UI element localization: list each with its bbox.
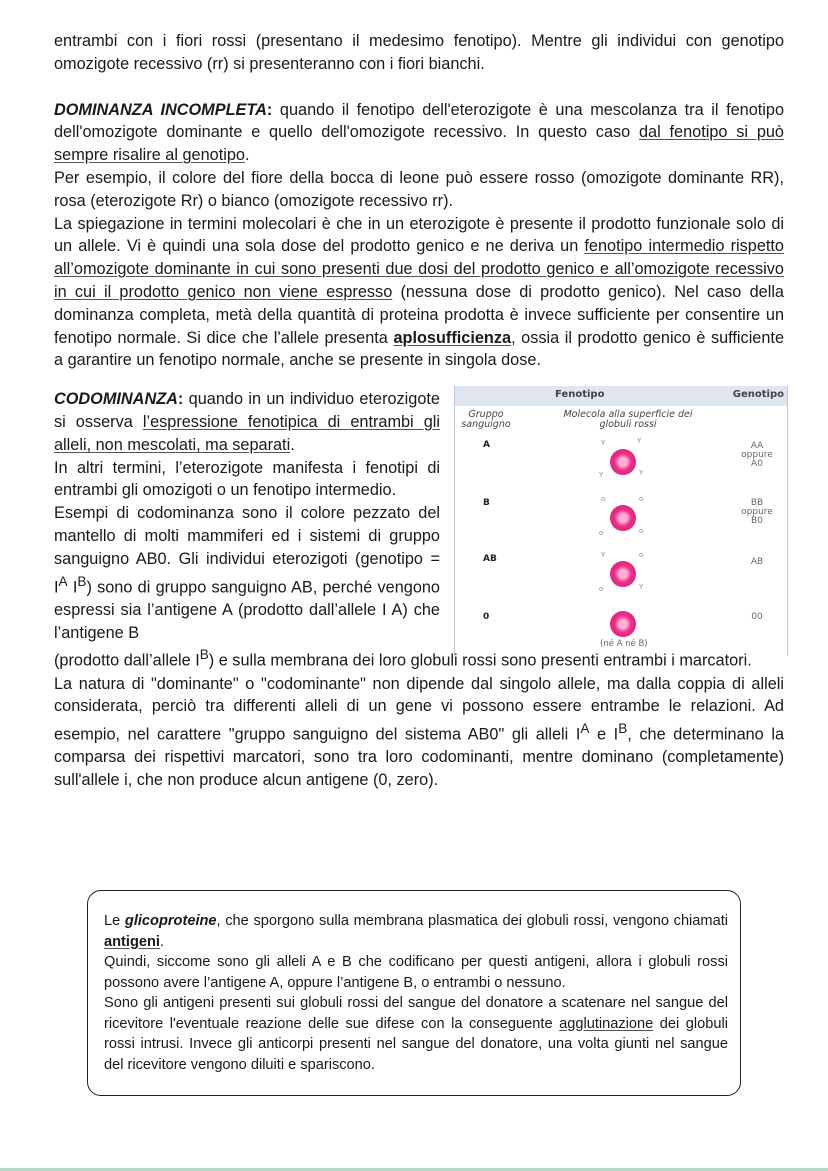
dominanza-paragraph: DOMINANZA INCOMPLETA: quando il fenotipo dell'eterozigote è una mescolanza tra il fenotipo dell'omozigote dominante e quello dell'omozigote recessivo. In questo caso dal fenotipo si può sempre risalire al genotipo. — [54, 100, 785, 165]
header-genotipo: Genotipo — [732, 389, 784, 401]
codominanza-section — [54, 388, 784, 792]
row-group-ab: AB — [483, 554, 497, 565]
header-fenotipo: Fenotipo — [555, 389, 605, 401]
intro-paragraph: entrambi con i fiori rossi (presentano il medesimo fenotipo). Mentre gli individui con genotipo omozigote recessivo (rr) si presenteranno con i fiori bianchi. — [54, 32, 784, 73]
dominanza-heading: DOMINANZA INCOMPLETA — [54, 100, 267, 119]
codominanza-paragraph: CODOMINANZA: quando in un individuo eterozigote si osserva l’espressione fenotipica di entrambi gli alleli, non mescolati, ma separati. — [54, 390, 440, 454]
box-alleli: Quindi, siccome sono gli alleli A e B che codificano per questi antigeni, allora i globuli rossi possono avere l’antigene A, oppure l’antigene B, o entrambi o nessuno. — [104, 954, 728, 991]
red-cell-b-icon: o o o o — [599, 495, 644, 538]
page-content — [54, 30, 784, 792]
dominante-codominante-paragraph: La natura di "dominante" o "codominante" non dipende dal singolo allele, ma dalla coppia di alleli considerata, perciò tra differenti alleli di un gene vi possono essere entrambe le relazioni. Ad esempio, nel carattere "gruppo sanguigno del sistema AB0" gli alleli $I^A$ e $I^B$, che determinano la comparsa dei rispettivi marcatori, sono tra loro codominanti, mentre dominano (completamente) sull'allele i, che non produce alcun antigene (0, zero). — [54, 674, 784, 790]
red-cell-0-icon — [607, 608, 639, 640]
codominanza-markers: (prodotto dall’allele $I^B$) e sulla membrana dei loro globuli rossi sono presenti entrambi i marcatori. — [54, 647, 752, 670]
row-genotype-a: AA oppure A0 — [741, 441, 773, 470]
aplosufficienza-term: aplosufficienza — [393, 328, 512, 347]
antigeni-term: antigeni — [104, 933, 160, 950]
codominanza-underlined: l’espressione fenotipica di entrambi gli alleli, non mescolati, ma separati — [54, 412, 440, 454]
subheader-gruppo: Gruppo sanguigno — [461, 409, 511, 431]
figure-note: (né A né B) — [600, 639, 648, 650]
row-group-0: 0 — [483, 612, 490, 623]
dominanza-underlined: dal fenotipo si può sempre risalire al genotipo — [54, 123, 784, 165]
dominanza-example: Per esempio, il colore del fiore della bocca di leone può essere rosso (omozigote dominante RR), rosa (eterozigote Rr) o bianco (omozigote recessivo rr). — [54, 168, 784, 210]
box-glicoproteine: Le glicoproteine, che sporgono sulla membrana plasmatica dei globuli rossi, vengono chiamati antigeni. — [104, 913, 728, 950]
row-genotype-0: 00 — [751, 612, 763, 623]
glicoproteine-term: glicoproteine — [124, 913, 217, 929]
row-group-a: A — [483, 440, 490, 451]
subheader-molecola: Molecola alla superficie dei globuli rossi — [563, 409, 693, 431]
box-donatore: Sono gli antigeni presenti sui globuli rossi del sangue del donatore a scatenare nel sangue del ricevitore l'eventuale reazione delle sue difese con la conseguente agglutinazione dei globuli rossi intrusi. Invece gli anticorpi presenti nel sangue del donatore, una volta giunti nel sangue del ricevitore vengono diluiti e spariscono. — [104, 995, 728, 1073]
codominanza-other-terms: In altri termini, l’eterozigote manifesta i fenotipi di entrambi gli omozigoti o un fenotipo intermedio. — [54, 458, 440, 500]
row-genotype-ab: AB — [750, 557, 764, 568]
red-cell-a-icon: Y Y Y Y — [599, 437, 644, 480]
row-group-b: B — [483, 498, 490, 509]
blood-group-figure — [454, 386, 788, 656]
figure-header — [455, 386, 787, 406]
dominanza-molecular: La spiegazione in termini molecolari è che in un eterozigote è presente il prodotto funzionale solo di un allele. Vi è quindi una sola dose del prodotto genico e ne deriva un fenotipo intermedio rispetto all’omozigote dominante in cui sono presenti due dosi del prodotto genico e all’omozigote recessivo in cui il prodotto genico non viene espresso (nessuna dose di prodotto genico). Nel caso della dominanza completa, metà della quantità di proteina prodotta è invece sufficiente per consentire un fenotipo normale. Si dice che l’allele presenta aplosufficienza, ossia il prodotto genico è sufficiente a garantire un fenotipo normale, anche se presente in singola dose. — [54, 214, 784, 370]
codominanza-examples: Esempi di codominanza sono il colore pezzato del mantello di molti mammiferi ed i sistemi di gruppo sanguigno AB0. Gli individui eterozigoti (genotipo = $I^A$ $I^B$) sono di gruppo sanguigno AB, perché vengono espressi sia l’antigene A (prodotto dall’allele I A) che l’antigene B — [54, 504, 440, 642]
codominanza-heading: CODOMINANZA — [54, 390, 178, 409]
row-genotype-b: BB oppure B0 — [741, 498, 773, 527]
antigeni-box — [87, 890, 741, 1096]
dominanza-intermediate-underlined: fenotipo intermedio rispetto all’omozigote dominante in cui sono presenti due dosi del prodotto genico e all’omozigote recessivo in cui il prodotto genico non viene espresso — [54, 237, 784, 301]
red-cell-ab-icon: Y o o Y — [599, 551, 644, 594]
agglutinazione-term: agglutinazione — [559, 1015, 654, 1032]
